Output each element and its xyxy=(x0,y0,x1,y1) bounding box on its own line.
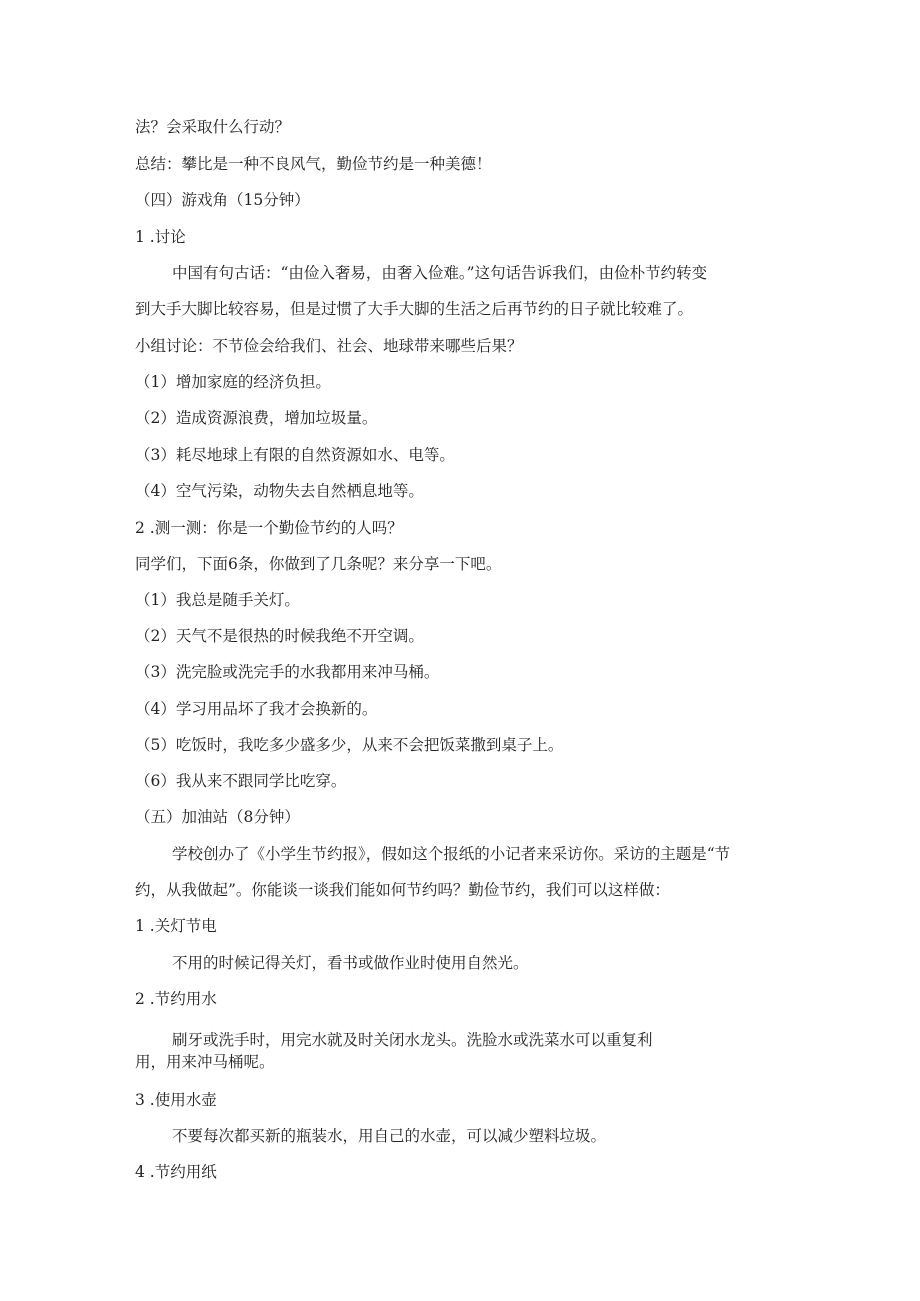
list-item: （2）造成资源浪费，增加垃圾量。 xyxy=(135,409,378,427)
paragraph-line: 刷牙或洗手时，用完水就及时关闭水龙头。洗脸水或洗菜水可以重复利 xyxy=(172,1031,653,1049)
paragraph-line: 中国有句古话：“由俭入奢易，由奢入俭难。”这句话告诉我们，由俭朴节约转变 xyxy=(172,264,708,282)
section-heading: （五）加油站（8分钟） xyxy=(135,808,300,826)
subheading: 1 .关灯节电 xyxy=(135,917,217,935)
subheading: 4 .节约用纸 xyxy=(135,1163,217,1181)
paragraph-line: 学校创办了《小学生节约报》，假如这个报纸的小记者来采访你。采访的主题是“节 xyxy=(172,845,731,863)
list-item: （3）洗完脸或洗完手的水我都用来冲马桶。 xyxy=(135,663,440,681)
text-line: 同学们，下面6条，你做到了几条呢？来分享一下吧。 xyxy=(135,555,502,573)
paragraph-line: 约，从我做起”。你能谈一谈我们能如何节约吗？勤俭节约，我们可以这样做： xyxy=(135,881,670,899)
subheading: 2 .节约用水 xyxy=(135,990,217,1008)
paragraph-line: 到大手大脚比较容易，但是过惯了大手大脚的生活之后再节约的日子就比较难了。 xyxy=(135,300,694,318)
list-item: （4）学习用品坏了我才会换新的。 xyxy=(135,700,378,718)
paragraph-line: 不用的时候记得关灯，看书或做作业时使用自然光。 xyxy=(172,954,529,972)
list-item: （6）我从来不跟同学比吃穿。 xyxy=(135,772,347,790)
section-heading: （四）游戏角（15分钟） xyxy=(135,191,310,209)
list-item: （1）增加家庭的经济负担。 xyxy=(135,373,331,391)
list-item: （5）吃饭时，我吃多少盛多少，从来不会把饭菜撒到桌子上。 xyxy=(135,736,564,754)
subheading: 3 .使用水壶 xyxy=(135,1091,217,1109)
list-item: （2）天气不是很热的时候我绝不开空调。 xyxy=(135,627,424,645)
list-item: （1）我总是随手关灯。 xyxy=(135,591,300,609)
subheading: 1 .讨论 xyxy=(135,228,186,246)
subheading: 2 .测一测：你是一个勤俭节约的人吗？ xyxy=(135,519,403,537)
text-line: 法？会采取什么行动？ xyxy=(135,118,291,136)
text-line: 小组讨论：不节俭会给我们、社会、地球带来哪些后果？ xyxy=(135,337,523,355)
list-item: （3）耗尽地球上有限的自然资源如水、电等。 xyxy=(135,446,455,464)
summary-line: 总结：攀比是一种不良风气，勤俭节约是一种美德！ xyxy=(135,155,492,173)
paragraph-line: 用，用来冲马桶呢。 xyxy=(135,1053,275,1071)
list-item: （4）空气污染，动物失去自然栖息地等。 xyxy=(135,482,424,500)
paragraph-line: 不要每次都买新的瓶装水，用自己的水壶，可以减少塑料垃圾。 xyxy=(172,1127,607,1145)
